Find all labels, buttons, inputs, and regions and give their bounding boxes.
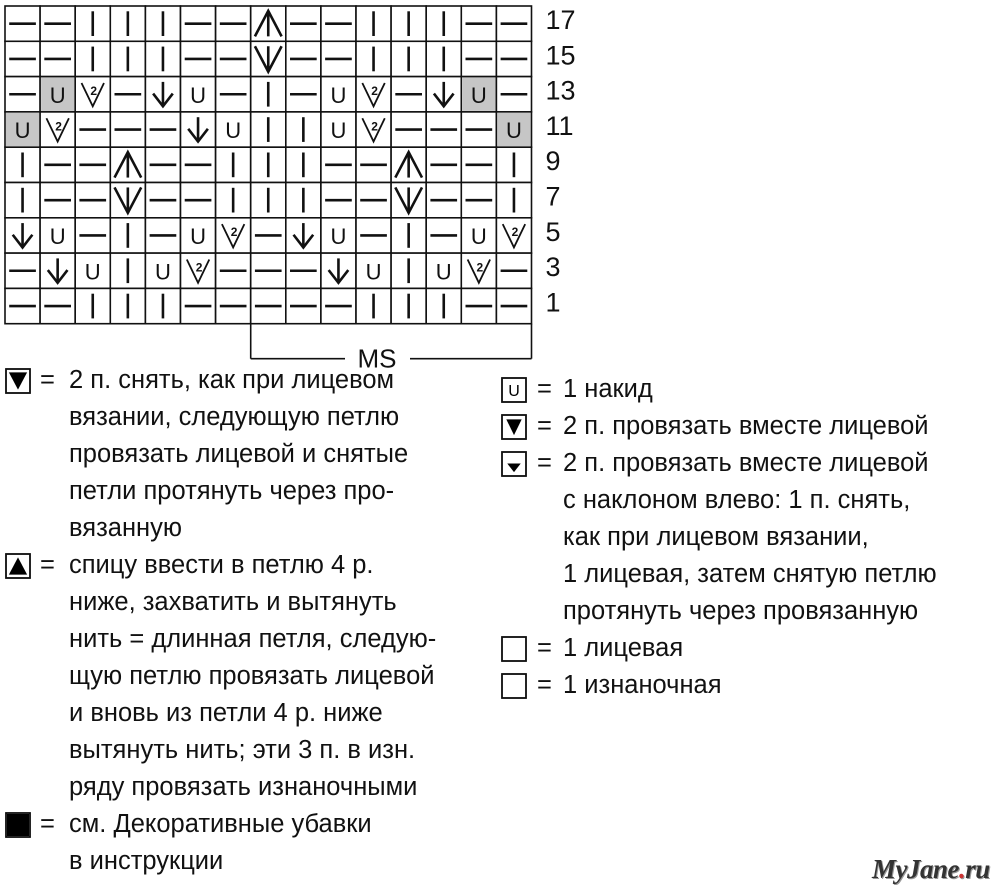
watermark-logo: MyJane.ru bbox=[872, 854, 990, 884]
legend-line: вязании, следующую петлю bbox=[69, 403, 400, 431]
yarn-over-symbol bbox=[155, 259, 171, 284]
svg-text:U: U bbox=[470, 82, 487, 108]
legend-k2tog-icon bbox=[501, 414, 527, 440]
svg-text:2: 2 bbox=[195, 260, 203, 275]
legend-description bbox=[563, 667, 976, 704]
legend-p-icon bbox=[501, 673, 527, 699]
legend-item-slip bbox=[5, 362, 485, 547]
row-number: 7 bbox=[545, 181, 561, 212]
svg-text:U: U bbox=[49, 82, 66, 108]
legend-line: 2 п. провязать вместе лицевой bbox=[563, 412, 929, 440]
legend-long-icon bbox=[5, 553, 31, 579]
legend-line: 2 п. провязать вместе лицевой bbox=[563, 449, 929, 477]
legend-line: 1 накид bbox=[563, 375, 653, 403]
legend-description bbox=[563, 408, 976, 445]
row-number: 3 bbox=[545, 252, 561, 283]
chart-row bbox=[5, 112, 532, 147]
svg-text:2: 2 bbox=[476, 260, 484, 275]
legend-item-yo bbox=[501, 371, 976, 408]
svg-text:U: U bbox=[14, 118, 31, 144]
yarn-over-symbol bbox=[85, 259, 101, 284]
legend-item-k bbox=[501, 630, 976, 667]
yarn-over-symbol bbox=[508, 383, 520, 400]
legend-description bbox=[563, 445, 976, 630]
svg-text:U: U bbox=[190, 223, 206, 249]
legend-line: нить = длинная петля, следую- bbox=[69, 625, 437, 653]
row-number: 11 bbox=[545, 110, 574, 141]
legend-line: 1 изнаночная bbox=[563, 671, 722, 699]
svg-text:2: 2 bbox=[512, 419, 518, 431]
legend-line: см. Декоративные убавки bbox=[69, 810, 372, 838]
chart-row bbox=[5, 218, 532, 253]
legend-line: петли протянуть через про- bbox=[69, 477, 395, 505]
legend-right bbox=[501, 371, 976, 704]
svg-text:U: U bbox=[49, 223, 66, 249]
legend-description bbox=[69, 806, 485, 880]
legend-line: в инструкции bbox=[69, 847, 224, 875]
svg-text:2: 2 bbox=[55, 119, 62, 134]
legend-line: с наклоном влево: 1 п. снять, bbox=[563, 486, 911, 514]
legend-equals: = bbox=[40, 551, 55, 579]
svg-text:2: 2 bbox=[230, 225, 238, 240]
svg-text:2: 2 bbox=[371, 83, 378, 98]
legend-equals: = bbox=[537, 671, 552, 699]
legend-ssk-icon bbox=[501, 451, 527, 477]
legend-line: щую петлю провязать лицевой bbox=[69, 662, 435, 690]
legend-yo-icon bbox=[501, 377, 527, 403]
yarn-over-symbol bbox=[331, 224, 347, 249]
legend-line: ряду провязать изнаночными bbox=[69, 773, 418, 801]
legend-left bbox=[5, 362, 485, 880]
svg-text:U: U bbox=[506, 118, 522, 144]
yarn-over-symbol bbox=[190, 224, 206, 249]
legend-item-p bbox=[501, 667, 976, 704]
row-number: 9 bbox=[545, 146, 561, 177]
svg-text:U: U bbox=[190, 82, 206, 108]
chart-row bbox=[5, 41, 532, 76]
svg-text:U: U bbox=[330, 223, 347, 249]
svg-text:U: U bbox=[12, 817, 24, 835]
svg-text:U: U bbox=[330, 118, 347, 144]
legend-line: вытянуть нить; эти 3 п. в изн. bbox=[69, 736, 416, 764]
legend-description bbox=[563, 371, 976, 408]
chart-row bbox=[5, 77, 532, 112]
decorative-decrease-symbol bbox=[462, 78, 495, 111]
row-number: 13 bbox=[545, 75, 576, 106]
yarn-over-symbol bbox=[436, 259, 452, 284]
decorative-decrease-symbol bbox=[7, 814, 29, 836]
legend-line: и вновь из петли 4 р. ниже bbox=[69, 699, 383, 727]
svg-text:2: 2 bbox=[511, 225, 519, 240]
legend-equals: = bbox=[537, 634, 552, 662]
legend-equals: = bbox=[40, 810, 55, 838]
decorative-decrease-symbol bbox=[497, 113, 530, 146]
decorative-decrease-symbol bbox=[41, 78, 74, 111]
legend-item-ssk bbox=[501, 445, 976, 630]
legend-item-long bbox=[5, 547, 485, 806]
legend-line: ниже, захватить и вытянуть bbox=[69, 588, 397, 616]
legend-description bbox=[563, 630, 976, 667]
yarn-over-symbol bbox=[50, 224, 66, 249]
svg-text:U: U bbox=[365, 259, 382, 285]
yarn-over-symbol bbox=[471, 224, 487, 249]
yarn-over-symbol bbox=[190, 83, 206, 108]
decorative-decrease-symbol bbox=[6, 113, 39, 146]
legend-slip-icon bbox=[5, 368, 31, 394]
chart-row bbox=[5, 288, 532, 323]
svg-text:U: U bbox=[435, 259, 452, 285]
chart-row bbox=[5, 253, 532, 288]
svg-text:U: U bbox=[155, 259, 171, 285]
legend-line: как при лицевом вязании, bbox=[563, 523, 869, 551]
row-number: 5 bbox=[545, 216, 561, 247]
repeat-label: MS bbox=[357, 343, 397, 370]
svg-text:U: U bbox=[225, 118, 242, 144]
chart-row bbox=[5, 147, 532, 182]
legend-line: вязанную bbox=[69, 514, 182, 542]
knitting-chart bbox=[0, 0, 1000, 370]
chart-grid bbox=[5, 6, 532, 324]
row-number: 15 bbox=[545, 40, 576, 71]
legend-dec-icon bbox=[5, 812, 31, 838]
row-number: 1 bbox=[545, 287, 561, 318]
legend-line: 2 п. снять, как при лицевом bbox=[69, 366, 395, 394]
legend-line: провязать лицевой и снятые bbox=[69, 440, 409, 468]
svg-text:U: U bbox=[508, 382, 520, 400]
svg-text:U: U bbox=[330, 82, 347, 108]
yarn-over-symbol bbox=[366, 259, 382, 284]
svg-text:U: U bbox=[470, 223, 487, 249]
svg-text:2: 2 bbox=[90, 83, 98, 98]
chart-row bbox=[5, 183, 532, 218]
legend-item-dec bbox=[5, 806, 485, 880]
legend-line: спицу ввести в петлю 4 р. bbox=[69, 551, 374, 579]
svg-text:2: 2 bbox=[371, 119, 378, 134]
legend-equals: = bbox=[537, 412, 552, 440]
legend-equals: = bbox=[40, 366, 55, 394]
chart-row bbox=[5, 6, 532, 41]
legend-description bbox=[69, 547, 485, 806]
legend-k-icon bbox=[501, 636, 527, 662]
yarn-over-symbol bbox=[331, 83, 347, 108]
yarn-over-symbol bbox=[331, 118, 347, 143]
legend-description bbox=[69, 362, 485, 547]
legend-line: протянуть через провязанную bbox=[563, 597, 919, 625]
legend-equals: = bbox=[537, 449, 552, 477]
legend-item-k2tog bbox=[501, 408, 976, 445]
row-number: 17 bbox=[545, 5, 576, 35]
legend-equals: = bbox=[537, 375, 552, 403]
legend-line: 1 лицевая bbox=[563, 634, 684, 662]
svg-text:U: U bbox=[84, 259, 101, 285]
yarn-over-symbol bbox=[225, 118, 241, 143]
legend-line: 1 лицевая, затем снятую петлю bbox=[563, 560, 937, 588]
